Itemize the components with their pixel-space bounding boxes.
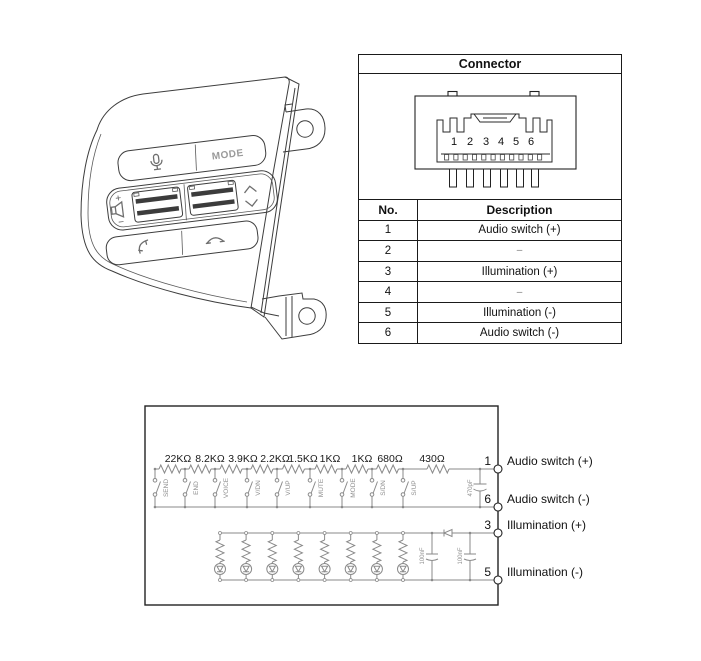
resistor-value: 680Ω: [377, 453, 403, 465]
resistor-values: [165, 453, 445, 465]
row-no: 4: [359, 282, 418, 302]
pin-number-4: 4: [497, 136, 505, 148]
table-row: [359, 303, 621, 324]
top-row-bezel: [117, 134, 268, 182]
table-row: [359, 323, 621, 343]
header-description: Description: [486, 202, 553, 217]
connector-terminals: [450, 169, 539, 187]
row-no: 5: [359, 303, 418, 323]
row-description: Illumination (+): [481, 265, 558, 278]
call-icon: [138, 240, 149, 253]
row-description: –: [516, 286, 523, 298]
connector-title: Connector: [359, 55, 621, 74]
illumination-led-branches: [215, 532, 409, 582]
switch-labels: [163, 477, 418, 498]
circuit-board-outline: [145, 406, 498, 605]
row-description: –: [516, 245, 523, 257]
pin-no: 6: [484, 492, 491, 506]
resistor-value: 2.2KΩ: [260, 453, 290, 465]
top-button-row: [117, 134, 268, 182]
middle-row-bezel: [105, 169, 279, 231]
switch-label: S/UP: [411, 480, 418, 496]
pin-label: Audio switch (-): [507, 492, 590, 506]
mode-button-label: MODE: [211, 147, 245, 163]
switch-label: V/UP: [285, 480, 292, 496]
resistor-value: 1KΩ: [351, 453, 373, 465]
pin-no: 3: [484, 518, 491, 532]
pin-table-header: [359, 200, 621, 221]
resistor-value: 22KΩ: [164, 453, 192, 465]
table-row: [359, 262, 621, 283]
pin-number-3: 3: [482, 136, 490, 148]
voice-icon: [150, 154, 163, 170]
circuit-diagram: [140, 400, 620, 615]
steering-remote-figure: [55, 55, 355, 355]
illumination-capacitor-value: 100nF: [458, 547, 464, 565]
mounting-bracket-bottom: [262, 293, 326, 339]
pin-label: Illumination (+): [507, 518, 587, 532]
table-row: [359, 282, 621, 303]
row-description: Illumination (-): [483, 306, 556, 319]
illumination-capacitors: [426, 533, 476, 580]
call-end-icon: [206, 237, 224, 244]
switch-label: END: [193, 481, 200, 495]
middle-button-row: [105, 169, 279, 231]
resistor-value: 430Ω: [419, 453, 445, 465]
connector-drawing: [359, 74, 621, 200]
switch-label: VOICE: [223, 477, 230, 499]
row-no: 3: [359, 262, 418, 282]
rocker-left: [132, 187, 183, 223]
resistor-value: 1KΩ: [319, 453, 341, 465]
illumination-capacitor-value: 100nF: [420, 547, 426, 565]
top-row-divider: [193, 145, 198, 171]
switch-label: MODE: [350, 478, 357, 498]
illumination-network: [220, 530, 498, 581]
row-no: 2: [359, 241, 418, 261]
switch-label: SEND: [163, 478, 170, 498]
pin-table: [359, 200, 621, 343]
remote-face-outline: [81, 77, 289, 308]
pin-label: Audio switch (+): [507, 454, 593, 468]
audio-capacitor-value: 470pF: [468, 479, 474, 497]
switch-label: V/DN: [255, 480, 262, 496]
connector-pinout-figure: [359, 74, 621, 199]
header-no: No.: [359, 200, 418, 220]
connector-panel: [358, 54, 622, 344]
rocker-right: [187, 180, 238, 216]
resistor-value: 8.2KΩ: [195, 453, 225, 465]
seek-up-chevron-icon: [244, 185, 257, 192]
diode: [444, 530, 452, 537]
volume-minus-label: −: [117, 216, 125, 229]
pin-label: Illumination (-): [507, 565, 584, 579]
pin-number-6: 6: [527, 136, 535, 148]
row-no: 1: [359, 221, 418, 241]
audio-switch-network: [155, 469, 498, 507]
pin-no: 5: [484, 565, 491, 579]
row-description: Audio switch (+): [478, 224, 561, 237]
table-row: [359, 221, 621, 242]
row-description: Audio switch (-): [479, 327, 560, 340]
bottom-row-divider: [180, 231, 185, 255]
tact-switches: [153, 468, 408, 509]
pin-no: 1: [484, 454, 491, 468]
volume-plus-label: +: [114, 193, 122, 205]
middle-row-inner-bezel: [108, 173, 275, 229]
resistor-value: 1.5KΩ: [288, 453, 318, 465]
switch-label: MUTE: [318, 478, 325, 498]
resistor-value: 3.9KΩ: [228, 453, 258, 465]
remote-back-plate: [251, 77, 299, 317]
pin-number-5: 5: [512, 136, 520, 148]
switch-label: S/DN: [380, 480, 387, 496]
pin-number-1: 1: [450, 136, 458, 148]
seek-down-chevron-icon: [245, 199, 258, 206]
row-no: 6: [359, 323, 418, 343]
pin-number-2: 2: [466, 136, 474, 148]
table-row: [359, 241, 621, 262]
